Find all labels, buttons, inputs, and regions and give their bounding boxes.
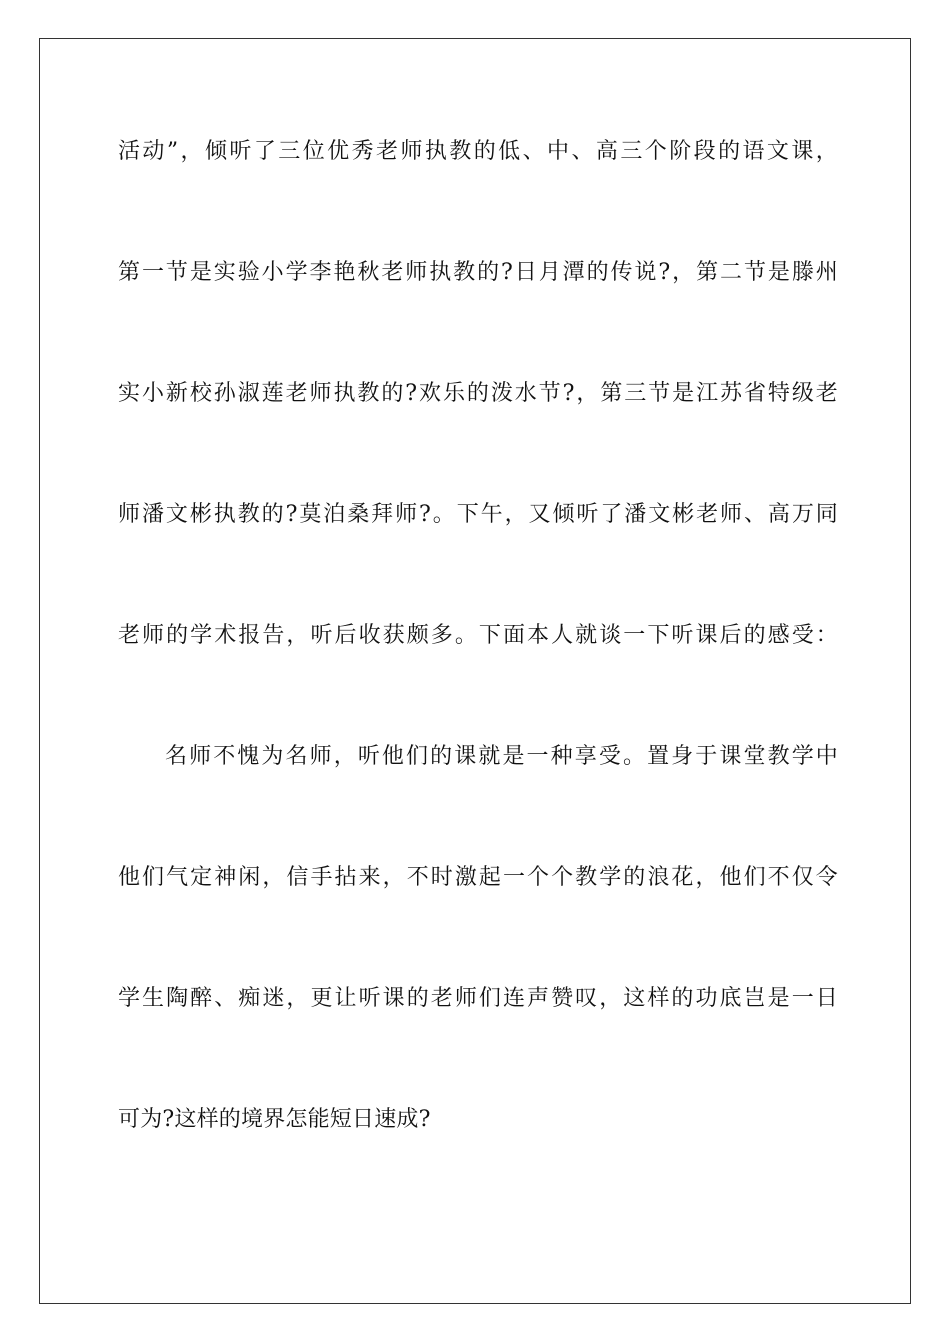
paragraph-line-7: 他们气定神闲，信手拈来，不时激起一个个教学的浪花，他们不仅令 [118, 865, 838, 890]
paragraph-line-5: 老师的学术报告，听后收获颇多。下面本人就谈一下听课后的感受： [118, 623, 838, 648]
paragraph-line-4: 师潘文彬执教的?莫泊桑拜师?。下午，又倾听了潘文彬老师、高万同 [118, 502, 838, 527]
paragraph-line-9: 可为?这样的境界怎能短日速成? [118, 1107, 431, 1132]
paragraph-line-3: 实小新校孙淑莲老师执教的?欢乐的泼水节?，第三节是江苏省特级老 [118, 381, 838, 406]
paragraph-line-6: 名师不愧为名师，听他们的课就是一种享受。置身于课堂教学中 [165, 744, 838, 769]
paragraph-line-8: 学生陶醉、痴迷，更让听课的老师们连声赞叹，这样的功底岂是一日 [118, 986, 838, 1011]
paragraph-line-1: 活动”，倾听了三位优秀老师执教的低、中、高三个阶段的语文课， [118, 139, 838, 164]
paragraph-line-2: 第一节是实验小学李艳秋老师执教的?日月潭的传说?，第二节是滕州 [118, 260, 838, 285]
